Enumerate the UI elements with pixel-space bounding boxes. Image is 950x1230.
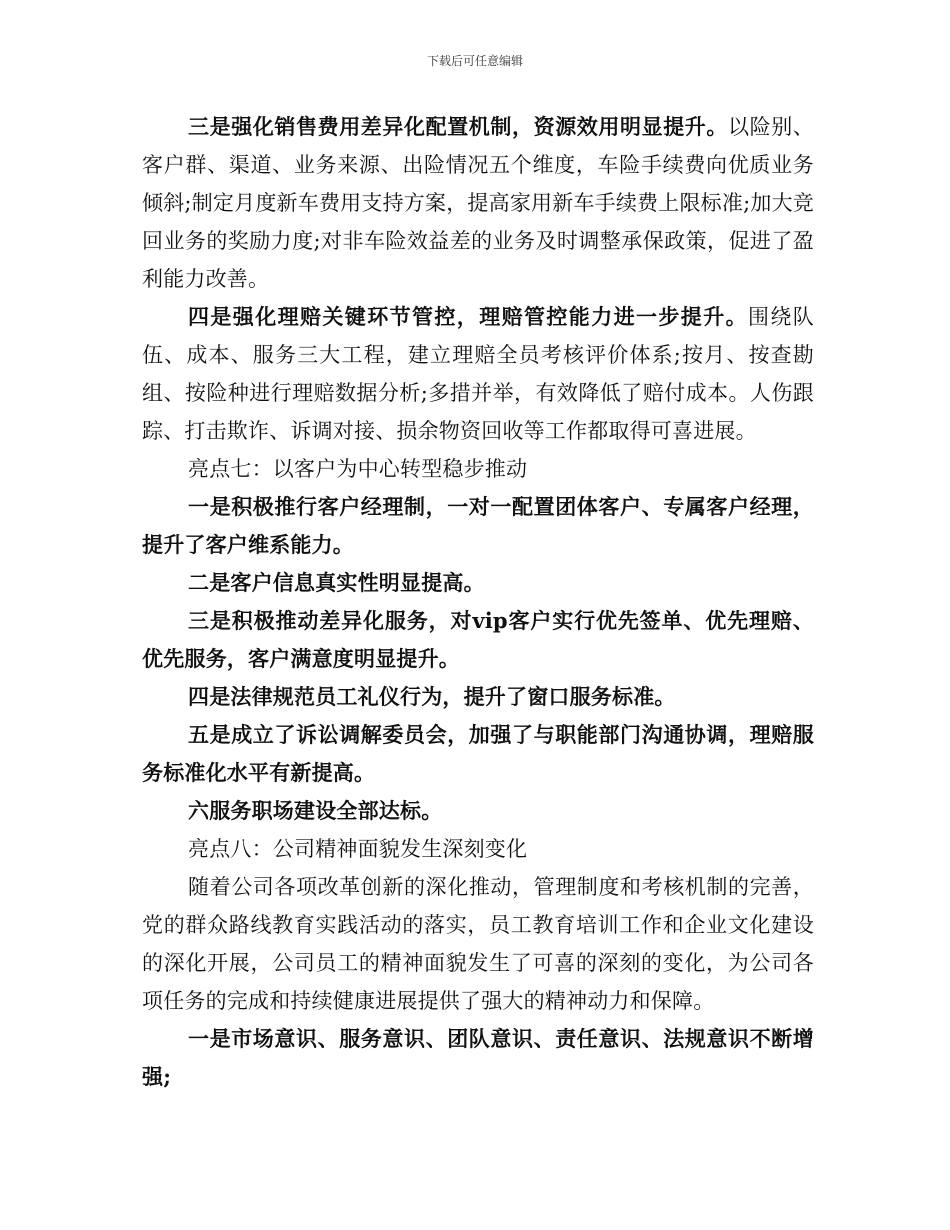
document-body bbox=[142, 108, 814, 1096]
paragraph-awareness: 一是市场意识、服务意识、团队意识、责任意识、法规意识不断增强; bbox=[142, 1026, 814, 1089]
paragraph-lead: 四是强化理赔关键环节管控，理赔管控能力进一步提升。 bbox=[188, 304, 748, 329]
paragraph-text: 以险别、客户群、渠道、业务来源、出险情况五个维度，车险手续费向优质业务倾斜;制定月度新车费用支持方案，提高家用新车手续费上限标准;加大竞回业务的奖励力度;对非车险效益差的业务及时调整承保政策，促进了盈利能力改善。 bbox=[142, 115, 814, 291]
section-heading-highlight-seven: 亮点七：以客户为中心转型稳步推动 bbox=[188, 457, 528, 481]
paragraph-differentiated-service: 三是积极推动差异化服务，对vip客户实行优先签单、优先理赔、优先服务，客户满意度明显提升。 bbox=[142, 608, 814, 671]
paragraph-mediation: 五是成立了诉讼调解委员会，加强了与职能部门沟通协调，理赔服务标准化水平有新提高。 bbox=[142, 722, 814, 785]
paragraph-spirit-change: 随着公司各项改革创新的深化推动，管理制度和考核机制的完善，党的群众路线教育实践活动的落实，员工教育培训工作和企业文化建设的深化开展，公司员工的精神面貌发生了可喜的深刻的变化，为公司各项任务的完成和持续健康进展提供了强大的精神动力和保障。 bbox=[142, 875, 814, 1013]
section-heading-highlight-eight: 亮点八：公司精神面貌发生深刻变化 bbox=[188, 837, 528, 861]
paragraph-customer-manager: 一是积极推行客户经理制，一对一配置团体客户、专属客户经理，提升了客户维系能力。 bbox=[142, 494, 814, 557]
paragraph-sales-cost bbox=[142, 108, 814, 298]
paragraph-text: 围绕队伍、成本、服务三大工程，建立理赔全员考核评价体系;按月、按查勘组、按险种进行理赔数据分析;多措并举，有效降低了赔付成本。人伤跟踪、打击欺诈、诉调对接、损余物资回收等工作都取得可喜进展。 bbox=[142, 305, 814, 443]
paragraph-claims-control bbox=[142, 298, 814, 450]
paragraph-lead: 三是强化销售费用差异化配置机制，资源效用明显提升。 bbox=[188, 114, 728, 139]
page-header: 下载后可任意编辑 bbox=[426, 54, 523, 68]
paragraph-workplace: 六服务职场建设全部达标。 bbox=[188, 798, 443, 823]
paragraph-etiquette: 四是法律规范员工礼仪行为，提升了窗口服务标准。 bbox=[188, 684, 676, 709]
paragraph-customer-info: 二是客户信息真实性明显提高。 bbox=[188, 570, 485, 595]
